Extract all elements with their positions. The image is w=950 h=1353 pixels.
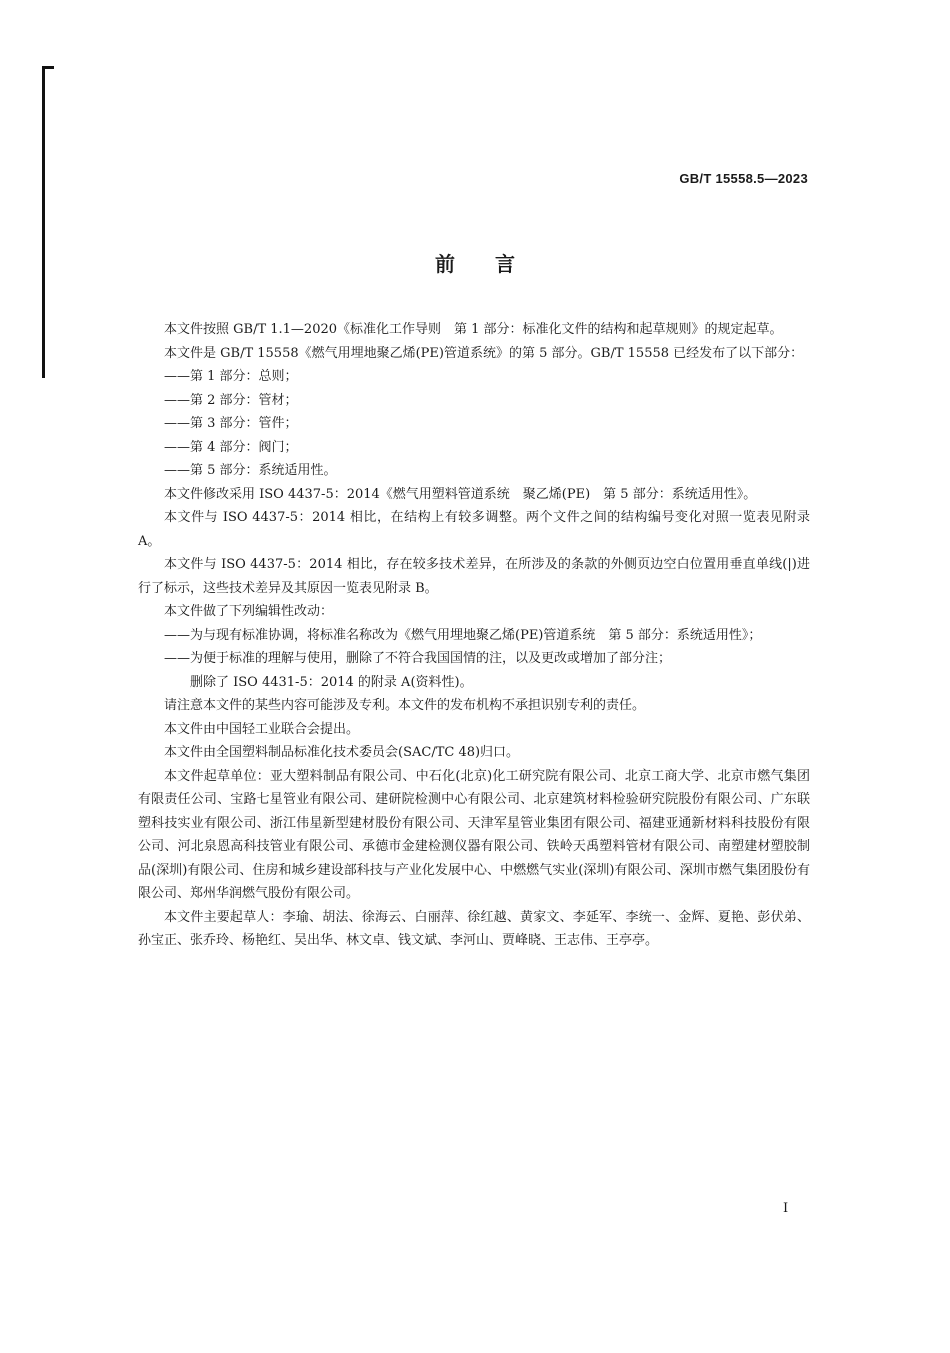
- document-code: GB/T 15558.5—2023: [679, 171, 808, 186]
- list-item-part-4: ——第 4 部分：阀门；: [164, 439, 298, 455]
- list-item-part-2: ——第 2 部分：管材；: [164, 392, 298, 408]
- paragraph-drafters: 本文件主要起草人：李瑜、胡法、徐海云、白丽萍、徐红越、黄家文、李延军、李统一、金辉、夏艳、彭伏弟、孙宝正、张乔玲、杨艳红、吴出华、林文卓、钱文斌、李河山、贾峰晓、王志伟、王亭亭。: [138, 909, 810, 948]
- foreword-body: [138, 318, 810, 953]
- list-item-edit-1: ——为与现有标准协调，将标准名称改为《燃气用埋地聚乙烯(PE)管道系统 第 5 部分：系统适用性》；: [164, 627, 762, 643]
- list-item-part-5: ——第 5 部分：系统适用性。: [164, 463, 337, 478]
- paragraph-technical-differences: 本文件与 ISO 4437-5：2014 相比，存在较多技术差异，在所涉及的条款的外侧页边空白位置用垂直单线(|)进行了标示，这些技术差异及其原因一览表见附录 B。: [138, 557, 810, 596]
- page-number: I: [783, 1201, 789, 1216]
- paragraph-drafting-rules: 本文件按照 GB/T 1.1—2020《标准化工作导则 第 1 部分：标准化文件的结构和起草规则》的规定起草。: [164, 322, 783, 337]
- paragraph-patent-notice: 请注意本文件的某些内容可能涉及专利。本文件的发布机构不承担识别专利的责任。: [164, 698, 646, 713]
- paragraph-drafting-organizations: 本文件起草单位：亚大塑料制品有限公司、中石化(北京)化工研究院有限公司、北京工商大学、北京市燃气集团有限责任公司、宝路七星管业有限公司、建研院检测中心有限公司、北京建筑材料检验研究院股份有限公司、广东联塑科技实业有限公司、浙江伟星新型建材股份有限公司、天津军星管业集团有限公司、福建亚通新材料科技股份有限公司、河北泉恩高科技管业有限公司、承德市金建检测仪器有限公司、铁岭天禹塑料管材有限公司、南塑建材塑胶制品(深圳)有限公司、住房和城乡建设部科技与产业化发展中心、中燃燃气实业(深圳)有限公司、深圳市燃气集团股份有限公司、郑州华润燃气股份有限公司。: [138, 768, 810, 901]
- paragraph-editorial-changes: 本文件做了下列编辑性改动：: [164, 604, 334, 619]
- paragraph-structure-changes: 本文件与 ISO 4437-5：2014 相比，在结构上有较多调整。两个文件之间的结构编号变化对照一览表见附录 A。: [138, 510, 810, 549]
- page-title: 前言: [435, 252, 555, 276]
- page-corner-mark-horizontal: [42, 66, 54, 69]
- paragraph-administered-by: 本文件由全国塑料制品标准化技术委员会(SAC/TC 48)归口。: [164, 745, 520, 760]
- paragraph-proposed-by: 本文件由中国轻工业联合会提出。: [164, 721, 360, 737]
- paragraph-series-info: 本文件是 GB/T 15558《燃气用埋地聚乙烯(PE)管道系统》的第 5 部分。GB/T 15558 已经发布了以下部分：: [164, 345, 804, 361]
- page-corner-mark-vertical: [42, 66, 45, 378]
- paragraph-iso-adoption: 本文件修改采用 ISO 4437-5：2014《燃气用塑料管道系统 聚乙烯(PE) 第 5 部分：系统适用性》。: [164, 486, 757, 502]
- list-item-edit-2: ——为便于标准的理解与使用，删除了不符合我国国情的注，以及更改或增加了部分注；: [164, 651, 672, 666]
- list-item-edit-3: 删除了 ISO 4431-5：2014 的附录 A(资料性)。: [190, 674, 473, 690]
- list-item-part-3: ——第 3 部分：管件；: [164, 416, 298, 431]
- list-item-part-1: ——第 1 部分：总则；: [164, 369, 298, 384]
